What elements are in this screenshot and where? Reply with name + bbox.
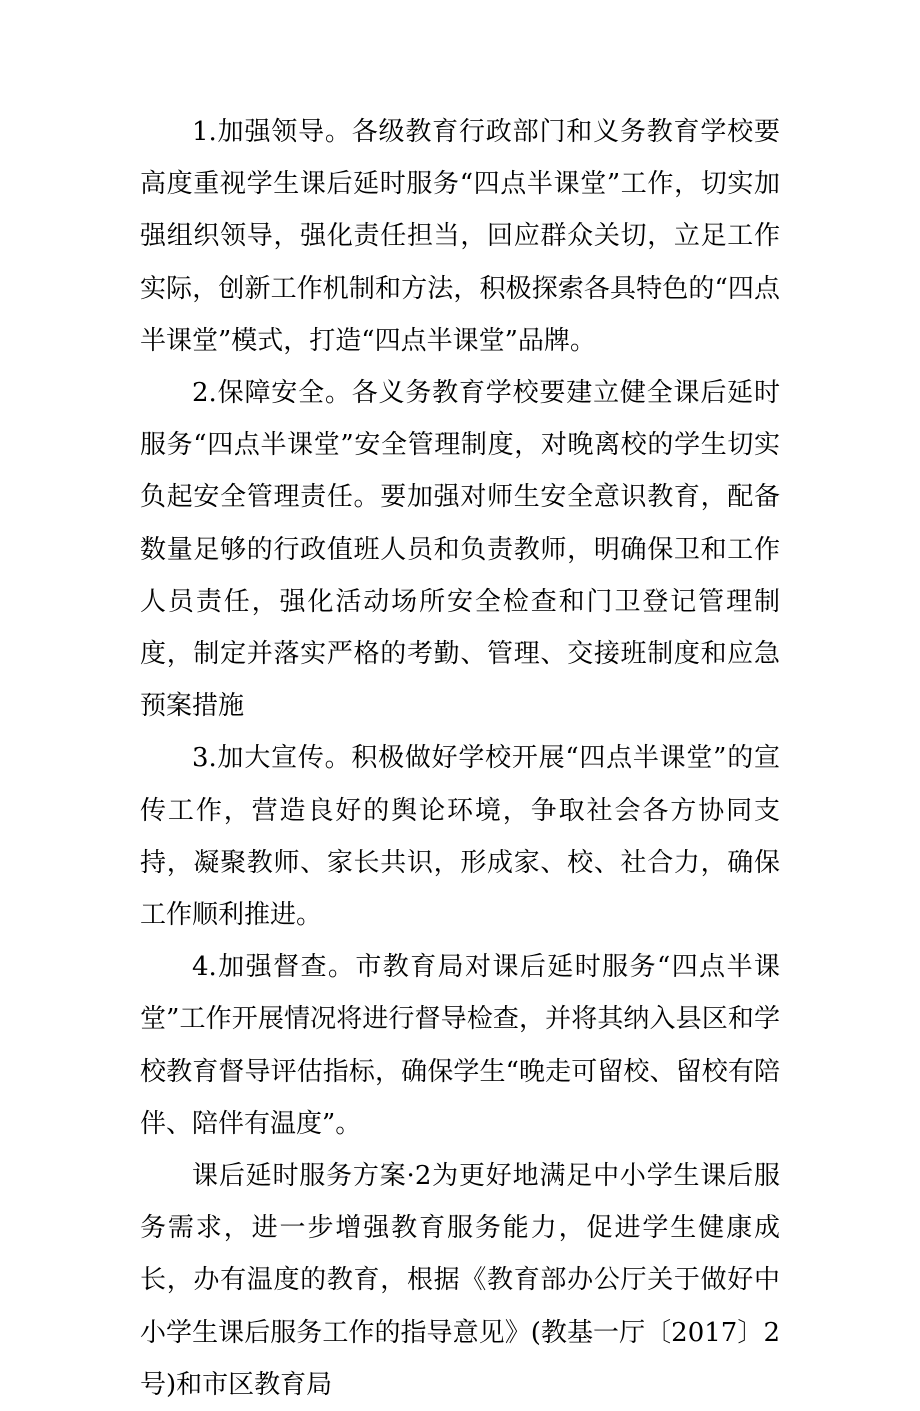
paragraph-increase-publicity: 3.加大宣传。积极做好学校开展“四点半课堂”的宣传工作，营造良好的舆论环境，争取社会各方协同支持，凝聚教师、家长共识，形成家、校、社合力，确保工作顺利推进。 [140, 743, 780, 931]
paragraph-strengthen-supervision: 4.加强督查。市教育局对课后延时服务“四点半课堂”工作开展情况将进行督导检查，并将其纳入县区和学校教育督导评估指标，确保学生“晚走可留校、留校有陪伴、陪伴有温度”。 [140, 952, 780, 1139]
paragraph-service-plan-2: 课后延时服务方案·2为更好地满足中小学生课后服务需求，进一步增强教育服务能力，促进学生健康成长，办有温度的教育，根据《教育部办公厅关于做好中小学生课后服务工作的指导意见》(教基一厅〔2017〕2号)和市区教育局 [140, 1161, 780, 1400]
paragraph-ensure-safety: 2.保障安全。各义务教育学校要建立健全课后延时服务“四点半课堂”安全管理制度，对晚离校的学生切实负起安全管理责任。要加强对师生安全意识教育，配备数量足够的行政值班人员和负责教师，明确保卫和工作人员责任，强化活动场所安全检查和门卫登记管理制度，制定并落实严格的考勤、管理、交接班制度和应急预案措施 [140, 378, 780, 722]
paragraph-strengthen-leadership: 1.加强领导。各级教育行政部门和义务教育学校要高度重视学生课后延时服务“四点半课堂”工作，切实加强组织领导，强化责任担当，回应群众关切，立足工作实际，创新工作机制和方法，积极探索各具特色的“四点半课堂”模式，打造“四点半课堂”品牌。 [140, 117, 780, 356]
